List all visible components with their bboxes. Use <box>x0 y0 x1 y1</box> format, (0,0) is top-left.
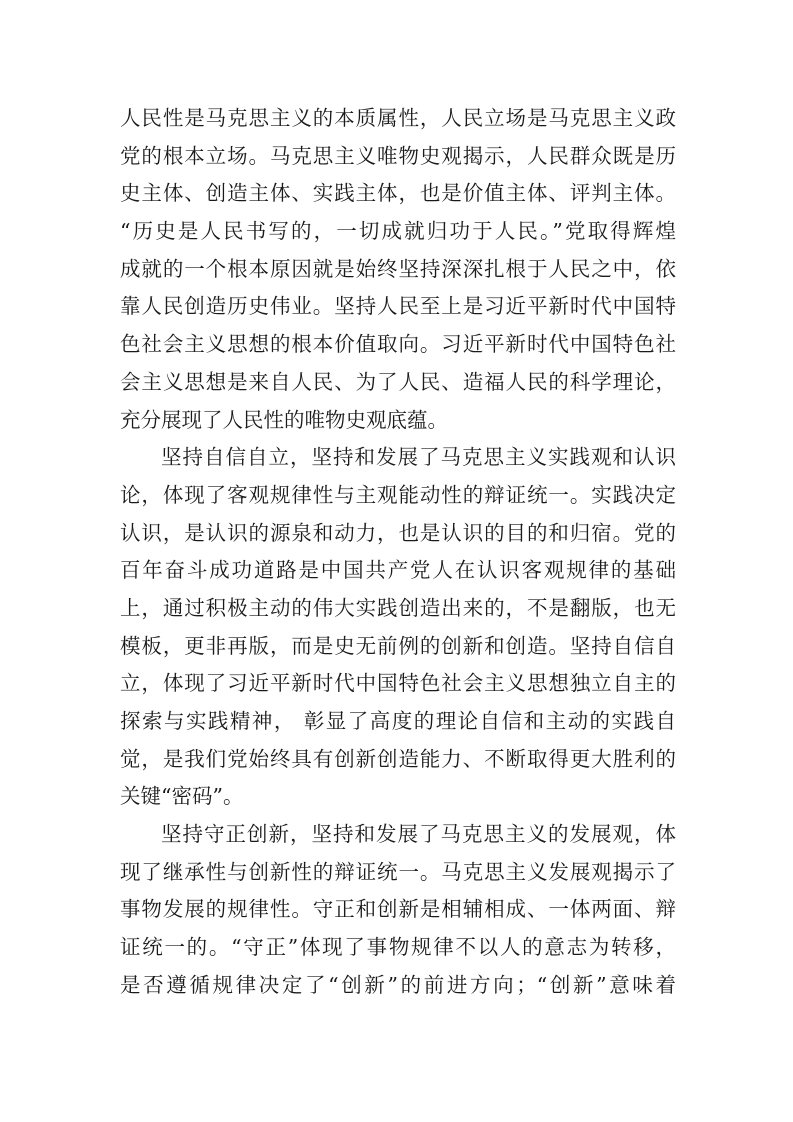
text-line: 人民性是马克思主义的本质属性，人民立场是马克思主义政 <box>120 106 676 130</box>
paragraph <box>120 439 676 816</box>
text-line: 认识，是认识的源泉和动力，也是认识的目的和归宿。党的 <box>120 520 676 545</box>
text-line: 坚持守正创新，坚持和发展了马克思主义的发展观，体 <box>161 822 676 847</box>
text-line: 坚持自信自立，坚持和发展了马克思主义实践观和认识 <box>161 445 676 470</box>
text-line: 会主义思想是来自人民、为了人民、造福人民的科学理论， <box>120 369 676 394</box>
text-line: 靠人民创造历史伟业。坚持人民至上是习近平新时代中国特 <box>120 294 676 319</box>
text-line: 百年奋斗成功道路是中国共产党人在认识客观规律的基础 <box>120 558 676 583</box>
text-line: 模板，更非再版，而是史无前例的创新和创造。坚持自信自 <box>120 633 676 658</box>
text-line: 探索与实践精神， 彰显了高度的理论自信和主动的实践自 <box>120 709 676 733</box>
text-line: 事物发展的规律性。守正和创新是相辅相成、一体两面、辩 <box>120 897 676 922</box>
text-line: 史主体、创造主体、实践主体，也是价值主体、评判主体。 <box>120 181 676 206</box>
text-line: “历史是人民书写的，一切成就归功于人民。”党取得辉煌 <box>120 219 676 244</box>
text-line: 党的根本立场。马克思主义唯物史观揭示，人民群众既是历 <box>120 143 676 168</box>
paragraph <box>120 100 676 439</box>
text-line: 现了继承性与创新性的辩证统一。马克思主义发展观揭示了 <box>120 859 676 884</box>
text-line: 成就的一个根本原因就是始终坚持深深扎根于人民之中，依 <box>120 256 676 281</box>
text-line: 上，通过积极主动的伟大实践创造出来的，不是翻版，也无 <box>120 595 676 620</box>
document-page <box>120 100 676 1005</box>
text-line: 色社会主义思想的根本价值取向。习近平新时代中国特色社 <box>120 332 676 357</box>
paragraph <box>120 816 676 1004</box>
text-line: 是否遵循规律决定了“创新”的前进方向；“创新”意味着 <box>120 972 676 997</box>
text-line: 论，体现了客观规律性与主观能动性的辩证统一。实践决定 <box>120 482 676 507</box>
text-line: 关键“密码”。 <box>120 784 244 809</box>
text-line: 觉，是我们党始终具有创新创造能力、不断取得更大胜利的 <box>120 746 676 771</box>
text-line: 立，体现了习近平新时代中国特色社会主义思想独立自主的 <box>120 671 676 696</box>
text-line: 充分展现了人民性的唯物史观底蕴。 <box>120 407 448 432</box>
text-line: 证统一的。“守正”体现了事物规律不以人的意志为转移， <box>120 935 676 960</box>
